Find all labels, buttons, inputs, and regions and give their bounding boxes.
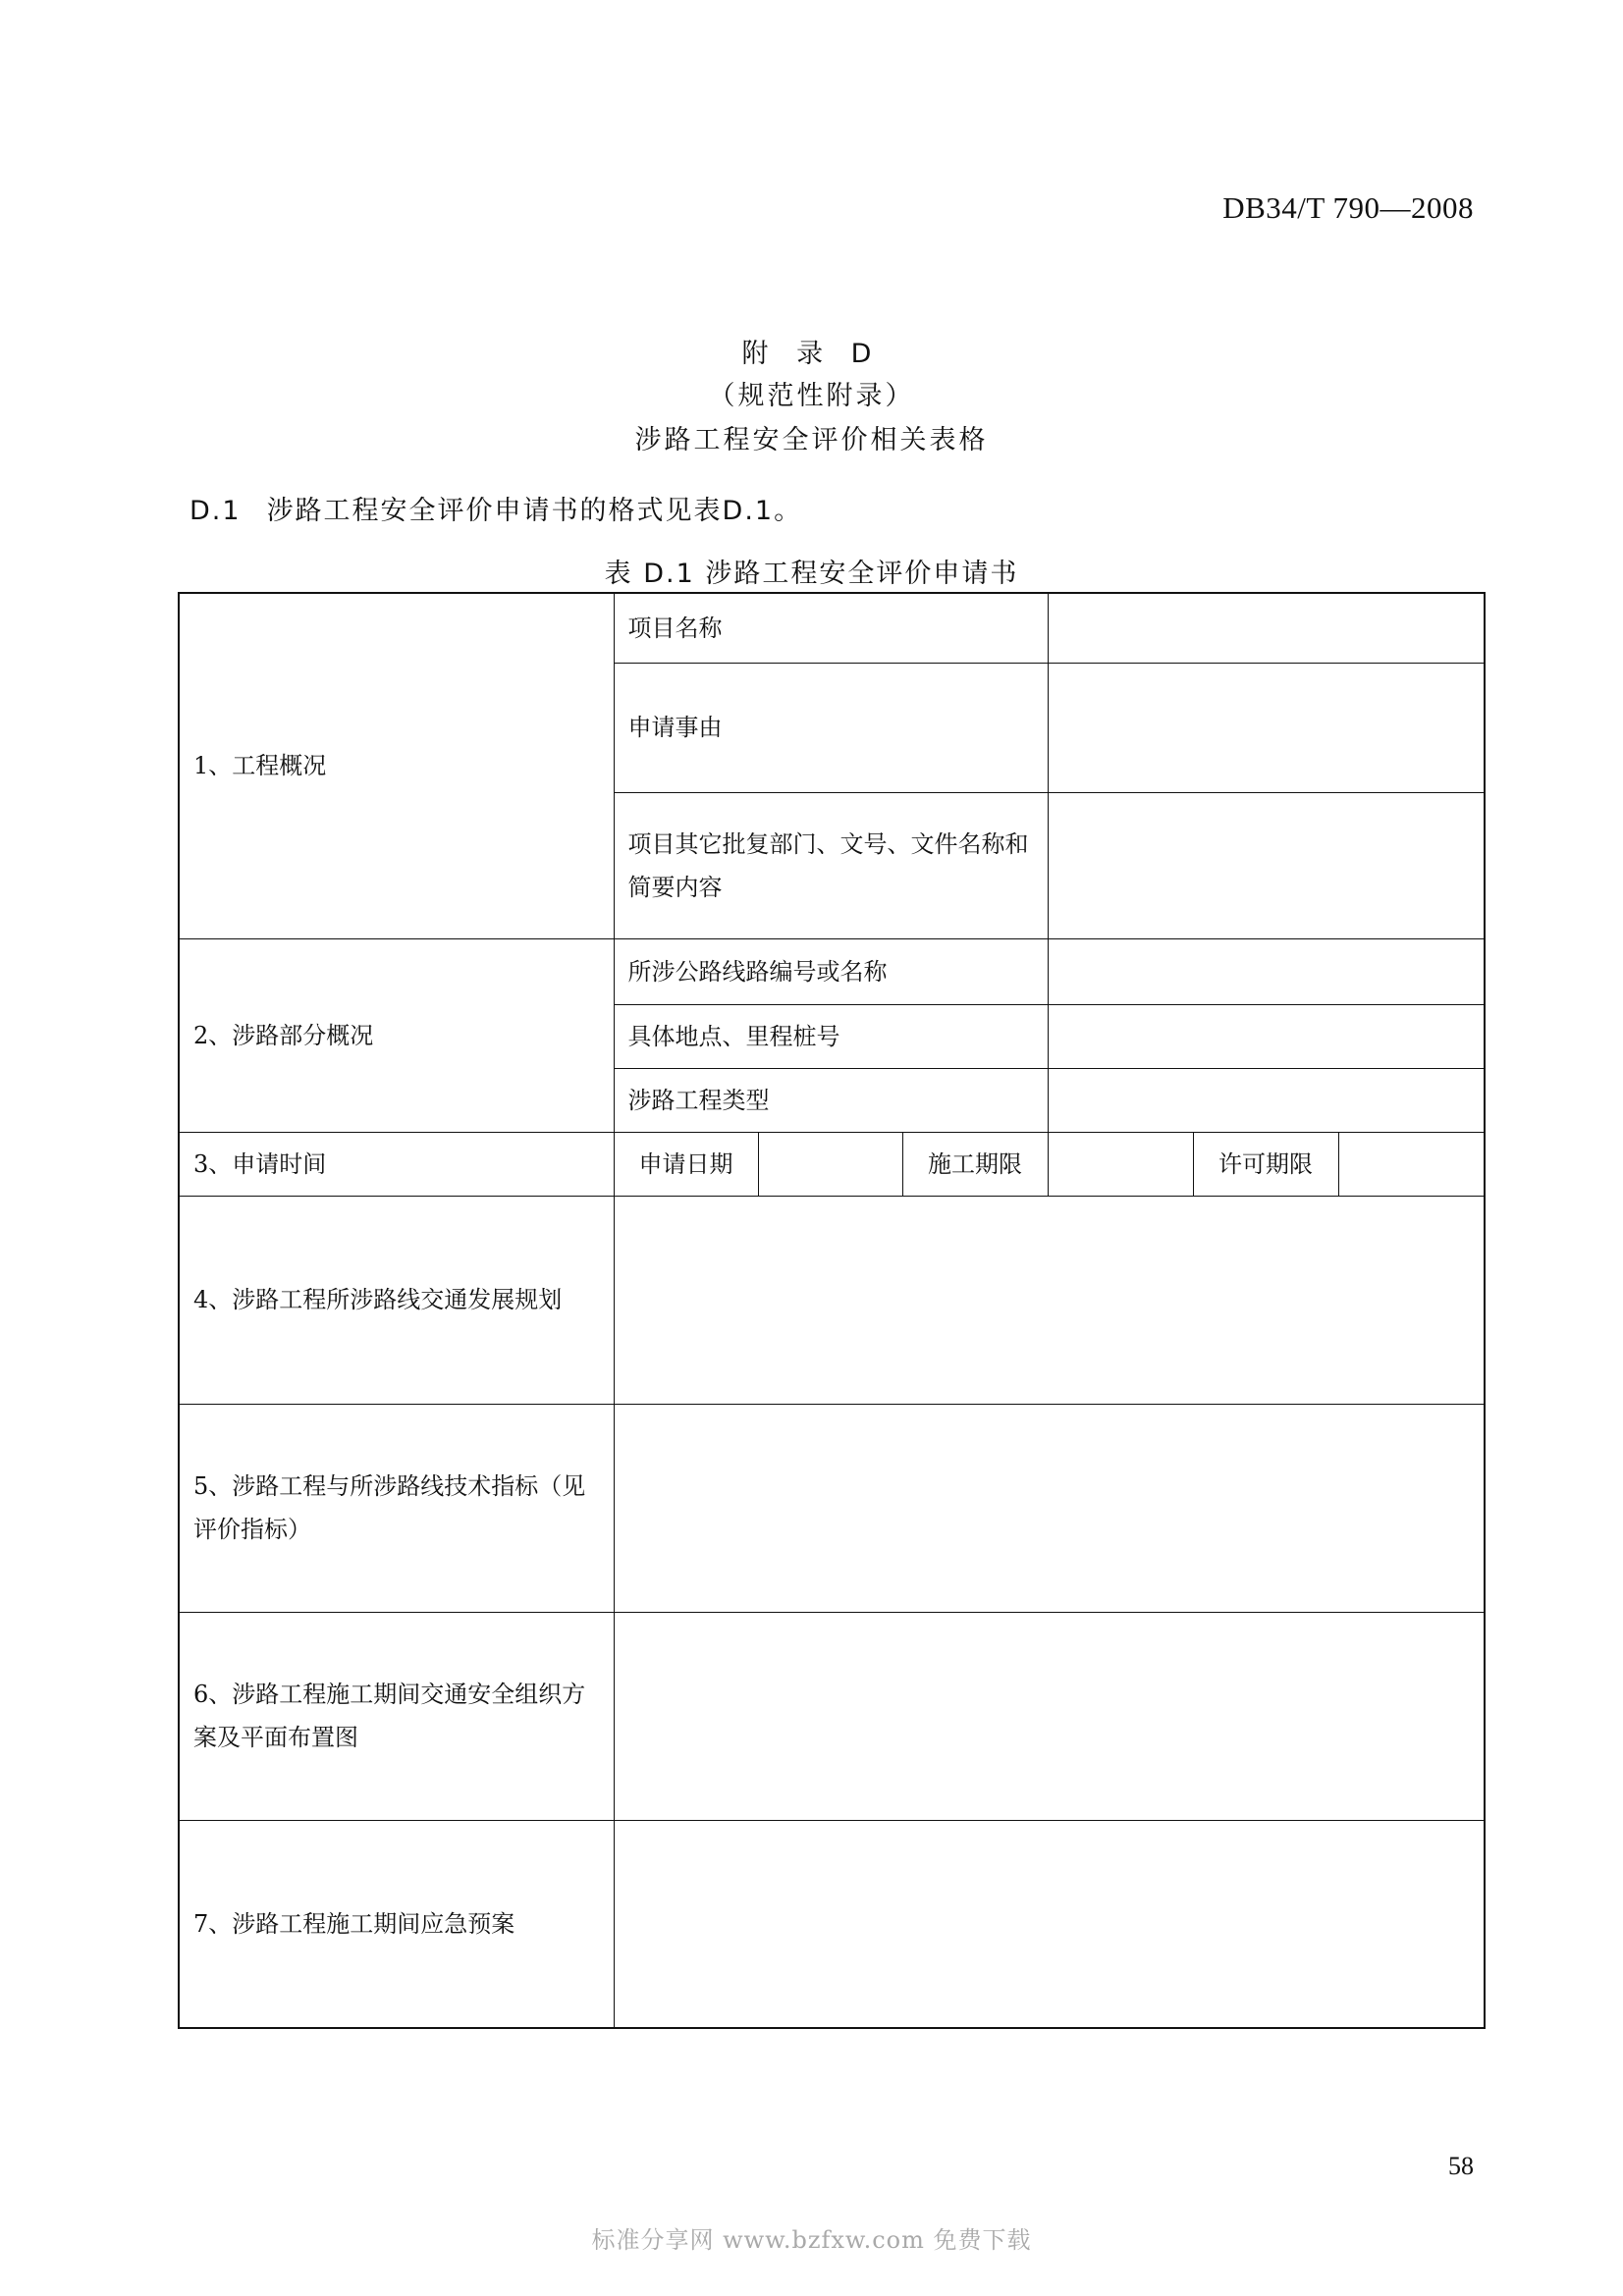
section6-label: 6、涉路工程施工期间交通安全组织方案及平面布置图 — [179, 1612, 614, 1820]
field-label-other-approvals: 项目其它批复部门、文号、文件名称和简要内容 — [614, 792, 1048, 938]
field-label-apply-date: 申请日期 — [614, 1132, 758, 1196]
section4-input[interactable] — [614, 1196, 1485, 1404]
type-input[interactable] — [1048, 1068, 1485, 1132]
section6-input[interactable] — [614, 1612, 1485, 1820]
table-row — [179, 1132, 1485, 1196]
project-name-input[interactable] — [1048, 593, 1485, 663]
permit-period-input[interactable] — [1338, 1132, 1485, 1196]
clause-d1 — [189, 489, 802, 527]
field-label-road: 所涉公路线路编号或名称 — [614, 938, 1048, 1004]
table-row — [179, 1612, 1485, 1820]
section3-label: 3、申请时间 — [179, 1132, 614, 1196]
section1-label: 1、工程概况 — [179, 593, 614, 938]
field-label-construction-period: 施工期限 — [902, 1132, 1048, 1196]
construction-period-input[interactable] — [1048, 1132, 1193, 1196]
standard-code: DB34/T 790—2008 — [1222, 190, 1474, 225]
watermark: 标准分享网 www.bzfxw.com 免费下载 — [591, 2226, 1032, 2254]
section5-input[interactable] — [614, 1404, 1485, 1612]
apply-date-input[interactable] — [758, 1132, 902, 1196]
field-label-project-name: 项目名称 — [614, 593, 1048, 663]
table-row — [179, 1196, 1485, 1404]
page-number: 58 — [1448, 2152, 1474, 2180]
table-row — [179, 938, 1485, 1004]
road-input[interactable] — [1048, 938, 1485, 1004]
table-caption: 表 D.1 涉路工程安全评价申请书 — [604, 559, 1019, 589]
clause-text: 涉路工程安全评价申请书的格式见表D.1。 — [266, 496, 803, 526]
section7-input[interactable] — [614, 1820, 1485, 2028]
appendix-title: 附 录 D — [741, 339, 882, 369]
appendix-type: （规范性附录） — [708, 381, 915, 411]
table-row — [179, 1820, 1485, 2028]
field-label-reason: 申请事由 — [614, 663, 1048, 792]
table-row — [179, 593, 1485, 663]
other-approvals-input[interactable] — [1048, 792, 1485, 938]
location-input[interactable] — [1048, 1004, 1485, 1068]
appendix-subtitle: 涉路工程安全评价相关表格 — [634, 425, 989, 455]
section5-label: 5、涉路工程与所涉路线技术指标（见评价指标） — [179, 1404, 614, 1612]
reason-input[interactable] — [1048, 663, 1485, 792]
application-form-table — [178, 592, 1486, 2029]
field-label-type: 涉路工程类型 — [614, 1068, 1048, 1132]
field-label-location: 具体地点、里程桩号 — [614, 1004, 1048, 1068]
section4-label: 4、涉路工程所涉路线交通发展规划 — [179, 1196, 614, 1404]
section2-label: 2、涉路部分概况 — [179, 938, 614, 1132]
table-row — [179, 1404, 1485, 1612]
clause-number: D.1 — [189, 496, 242, 526]
section7-label: 7、涉路工程施工期间应急预案 — [179, 1820, 614, 2028]
field-label-permit-period: 许可期限 — [1193, 1132, 1338, 1196]
